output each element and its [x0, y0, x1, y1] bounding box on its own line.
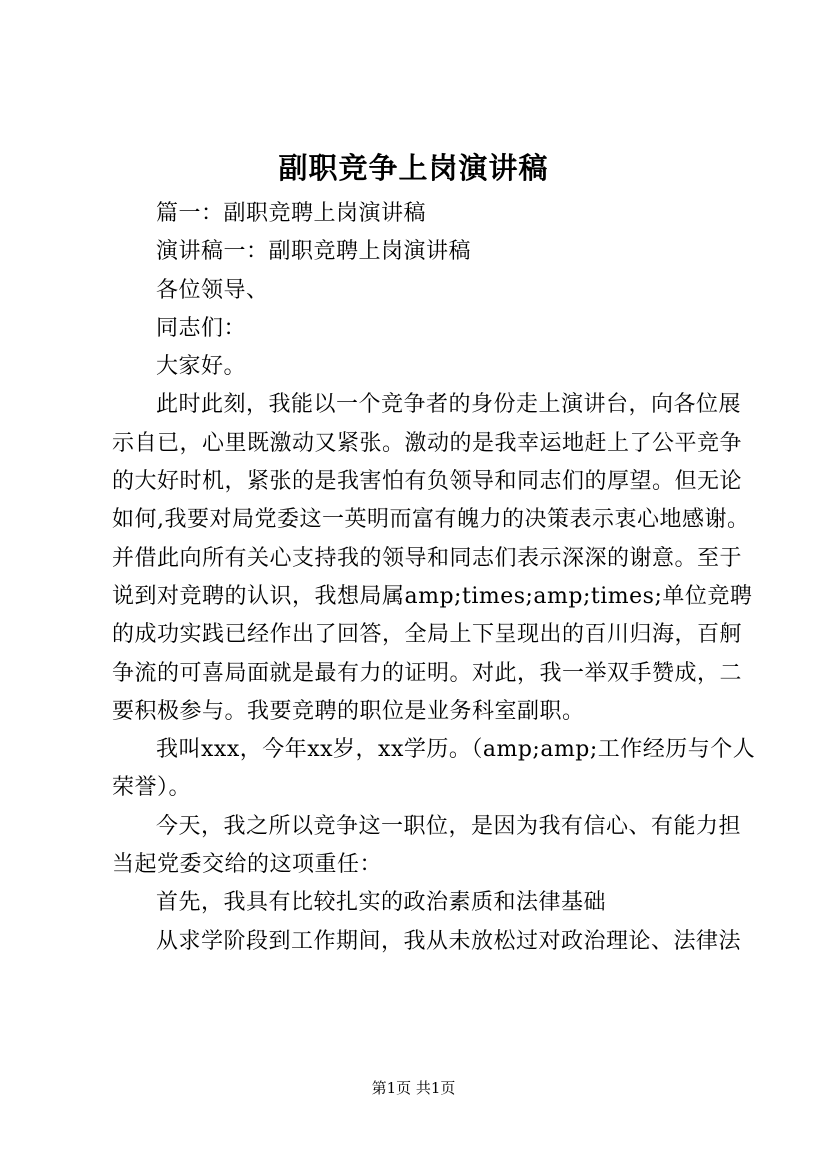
paragraph: [112, 348, 722, 386]
paragraph: [112, 272, 722, 310]
paragraph: [112, 808, 742, 885]
page-number-footer: 第1页 共1页: [371, 1079, 456, 1097]
text-line: 各位领导、: [156, 277, 269, 303]
document-title: 副职竞争上岗演讲稿: [278, 151, 549, 185]
text-line: 首先，我具有比较扎实的政治素质和法律基础: [156, 890, 607, 916]
text-line: 示自已，心里既激动又紧张。激动的是我幸运地赶上了公平竞争: [112, 430, 743, 456]
text-line: 今天，我之所以竞争这一职位，是因为我有信心、有能力担: [156, 813, 742, 839]
text-line: 荣誉）。: [112, 775, 192, 801]
text-line: 同志们：: [156, 315, 247, 341]
text-line: 争流的可喜局面就是最有力的证明。对此，我一举双手赞成，二: [112, 660, 743, 686]
text-line: 并借此向所有关心支持我的领导和同志们表示深深的谢意。至于: [112, 545, 743, 571]
text-line: 的成功实践已经作出了回答，全局上下呈现出的百川归海，百舸: [112, 622, 743, 648]
paragraph: [112, 233, 722, 271]
paragraph: [112, 310, 722, 348]
paragraph: [112, 195, 722, 233]
text-line: 的大好时机，紧张的是我害怕有负领导和同志们的厚望。但无论: [112, 469, 743, 495]
paragraph: [112, 884, 722, 922]
text-line: 篇一：副职竞聘上岗演讲稿: [156, 201, 427, 226]
text-line: 当起党委交给的这项重任：: [112, 852, 383, 878]
paragraph: [112, 386, 753, 731]
text-line: 说到对竞聘的认识，我想局属amp;times;amp;times;单位竞聘: [112, 583, 753, 609]
text-line: 演讲稿一：副职竞聘上岗演讲稿: [156, 239, 472, 265]
paragraph: [112, 923, 742, 961]
text-line: 大家好。: [156, 354, 247, 380]
paragraph: [112, 731, 756, 808]
document-body: [112, 195, 756, 961]
text-line: 如何,我要对局党委这一英明而富有魄力的决策表示衷心地感谢。: [112, 507, 750, 533]
text-line: 我叫xxx，今年xx岁，xx学历。（amp;amp;工作经历与个人: [156, 737, 756, 763]
text-line: 从求学阶段到工作期间，我从未放松过对政治理论、法律法: [156, 928, 742, 954]
text-line: 要积极参与。我要竞聘的职位是业务科室副职。: [112, 698, 585, 724]
text-line: 此时此刻，我能以一个竞争者的身份走上演讲台，向各位展: [156, 392, 742, 418]
